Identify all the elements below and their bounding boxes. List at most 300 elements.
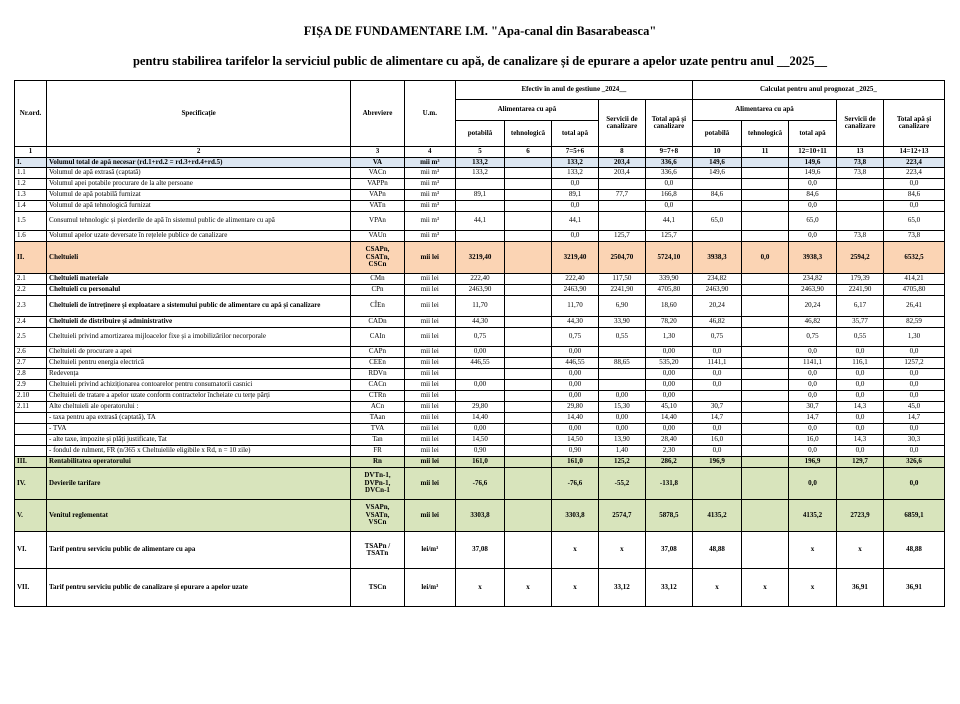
- table-row: [15, 569, 945, 607]
- row-value: 116,1: [837, 358, 884, 369]
- row-number: II.: [15, 242, 47, 274]
- table-row: [15, 231, 945, 242]
- row-value: 35,77: [837, 317, 884, 328]
- table-row: [15, 190, 945, 201]
- row-value: [505, 317, 552, 328]
- row-number: I.: [15, 158, 47, 168]
- row-value: [505, 168, 552, 179]
- header-group-forecast: Calculat pentru anul prognozat _2025_: [692, 81, 944, 100]
- row-number: 2.8: [15, 369, 47, 380]
- row-unit: mii lei: [404, 500, 455, 532]
- row-specification: Volumul de apă tehnologică furnizat: [47, 201, 351, 212]
- tariff-table: [14, 80, 945, 607]
- row-number: 2.10: [15, 391, 47, 402]
- row-value: 36,91: [884, 569, 945, 607]
- row-value: [837, 190, 884, 201]
- row-value: [692, 231, 741, 242]
- row-value: 0,0: [789, 380, 837, 391]
- row-specification: Devierile tarifare: [47, 468, 351, 500]
- row-value: [505, 413, 552, 424]
- row-value: [455, 391, 504, 402]
- row-value: 234,82: [789, 274, 837, 285]
- row-value: [598, 212, 645, 231]
- header-abbreviation: Abreviere: [351, 81, 404, 147]
- row-value: [505, 391, 552, 402]
- row-abbreviation: VACn: [351, 168, 404, 179]
- row-value: [742, 201, 789, 212]
- row-value: [505, 190, 552, 201]
- row-value: [742, 435, 789, 446]
- row-specification: Volumul de apă potabilă furnizat: [47, 190, 351, 201]
- row-specification: - TVA: [47, 424, 351, 435]
- row-number: [15, 435, 47, 446]
- row-value: 125,7: [645, 231, 692, 242]
- row-specification: Volumul apei potabile procurare de la alte persoane: [47, 179, 351, 190]
- row-value: 3938,3: [692, 242, 741, 274]
- row-value: x: [742, 569, 789, 607]
- row-unit: mii m³: [404, 168, 455, 179]
- row-unit: mii lei: [404, 242, 455, 274]
- row-abbreviation: TVA: [351, 424, 404, 435]
- header-unit: U.m.: [404, 81, 455, 147]
- row-value: 2463,90: [455, 285, 504, 296]
- row-value: 0,75: [551, 328, 598, 347]
- row-unit: mii lei: [404, 435, 455, 446]
- row-specification: Tarif pentru serviciu public de alimentare cu apa: [47, 532, 351, 569]
- row-value: 11,70: [455, 296, 504, 317]
- row-value: 37,08: [645, 532, 692, 569]
- row-value: 161,0: [551, 457, 598, 468]
- row-value: 0,0: [692, 424, 741, 435]
- row-value: 0,0: [645, 201, 692, 212]
- row-value: [505, 212, 552, 231]
- table-row: [15, 468, 945, 500]
- row-value: 0,0: [789, 369, 837, 380]
- row-specification: Consumul tehnologic și pierderile de apă în sistemul public de alimentare cu apă: [47, 212, 351, 231]
- row-value: 0,0: [884, 391, 945, 402]
- row-value: 73,8: [837, 158, 884, 168]
- row-value: 133,2: [455, 158, 504, 168]
- row-value: 166,8: [645, 190, 692, 201]
- row-value: 20,24: [789, 296, 837, 317]
- row-value: 44,1: [551, 212, 598, 231]
- table-row: [15, 179, 945, 190]
- row-value: 0,0: [789, 391, 837, 402]
- row-value: 84,6: [884, 190, 945, 201]
- row-value: 0,00: [598, 391, 645, 402]
- row-value: 1,30: [645, 328, 692, 347]
- row-value: 14,40: [645, 413, 692, 424]
- row-unit: lei/m³: [404, 569, 455, 607]
- row-value: [505, 500, 552, 532]
- row-value: 0,00: [598, 413, 645, 424]
- row-abbreviation: ACn: [351, 402, 404, 413]
- row-value: 446,55: [455, 358, 504, 369]
- table-row: [15, 317, 945, 328]
- row-value: [742, 231, 789, 242]
- row-value: 2504,70: [598, 242, 645, 274]
- row-abbreviation: CMn: [351, 274, 404, 285]
- row-value: 0,0: [837, 413, 884, 424]
- row-value: [742, 158, 789, 168]
- header-sewer-actual: Servicii de canalizare: [598, 100, 645, 147]
- row-value: 14,7: [789, 413, 837, 424]
- row-value: 3219,40: [455, 242, 504, 274]
- row-value: 0,0: [692, 347, 741, 358]
- row-value: 0,0: [884, 369, 945, 380]
- row-value: 2463,90: [789, 285, 837, 296]
- row-value: [505, 179, 552, 190]
- row-value: [505, 242, 552, 274]
- row-value: 14,50: [455, 435, 504, 446]
- table-row: [15, 424, 945, 435]
- row-number: 2.6: [15, 347, 47, 358]
- row-value: 1141,1: [692, 358, 741, 369]
- table-row: [15, 168, 945, 179]
- row-value: [455, 231, 504, 242]
- row-value: 326,6: [884, 457, 945, 468]
- document-subtitle: pentru stabilirea tarifelor la serviciul public de alimentare cu apă, de canalizare și de epurare a apelor uzate pentru anul __2025__: [132, 54, 828, 68]
- row-value: [505, 532, 552, 569]
- row-unit: mii lei: [404, 296, 455, 317]
- row-specification: Redevența: [47, 369, 351, 380]
- row-value: 0,0: [789, 424, 837, 435]
- row-value: 125,2: [598, 457, 645, 468]
- row-specification: Cheltuieli de distribuire și administrative: [47, 317, 351, 328]
- row-value: [598, 380, 645, 391]
- row-value: 0,0: [884, 347, 945, 358]
- row-number: 2.7: [15, 358, 47, 369]
- column-index-row: [15, 147, 945, 158]
- row-value: [742, 212, 789, 231]
- row-value: 2241,90: [598, 285, 645, 296]
- row-value: [742, 468, 789, 500]
- row-value: 29,80: [551, 402, 598, 413]
- table-row: [15, 285, 945, 296]
- row-value: x: [551, 569, 598, 607]
- row-value: 84,6: [789, 190, 837, 201]
- row-value: 1257,2: [884, 358, 945, 369]
- row-value: [505, 457, 552, 468]
- row-value: 196,9: [692, 457, 741, 468]
- row-value: 0,90: [551, 446, 598, 457]
- row-value: 44,30: [455, 317, 504, 328]
- table-row: [15, 347, 945, 358]
- row-value: x: [789, 569, 837, 607]
- row-abbreviation: CADn: [351, 317, 404, 328]
- row-value: 0,00: [645, 391, 692, 402]
- row-value: 14,7: [884, 413, 945, 424]
- row-value: -76,6: [551, 468, 598, 500]
- row-value: 0,0: [551, 179, 598, 190]
- header-total-water-forecast: total apă: [789, 121, 837, 147]
- row-number: IV.: [15, 468, 47, 500]
- row-value: 2463,90: [551, 285, 598, 296]
- table-row: [15, 435, 945, 446]
- row-value: 161,0: [455, 457, 504, 468]
- row-abbreviation: VA: [351, 158, 404, 168]
- row-value: 37,08: [455, 532, 504, 569]
- row-number: 2.3: [15, 296, 47, 317]
- row-value: 0,0: [789, 446, 837, 457]
- header-technological-actual: tehnologică: [505, 121, 552, 147]
- row-value: 16,0: [692, 435, 741, 446]
- row-value: x: [789, 532, 837, 569]
- row-value: 14,3: [837, 435, 884, 446]
- row-value: 4135,2: [789, 500, 837, 532]
- row-value: [505, 296, 552, 317]
- row-value: 0,0: [837, 380, 884, 391]
- row-abbreviation: VSAPn, VSATn, VSCn: [351, 500, 404, 532]
- row-value: 0,00: [645, 424, 692, 435]
- table-row: [15, 212, 945, 231]
- row-value: 149,6: [789, 168, 837, 179]
- row-number: 2.5: [15, 328, 47, 347]
- row-value: 1,30: [884, 328, 945, 347]
- row-value: 65,0: [692, 212, 741, 231]
- row-value: 89,1: [455, 190, 504, 201]
- row-specification: - fondul de rulment, FR (n/365 x Cheltuielile eligibile x Rd, n = 10 zile): [47, 446, 351, 457]
- row-unit: mii lei: [404, 369, 455, 380]
- row-abbreviation: VAPPn: [351, 179, 404, 190]
- column-index-cell: 8: [598, 147, 645, 158]
- row-abbreviation: VATn: [351, 201, 404, 212]
- table-row: [15, 274, 945, 285]
- row-specification: - taxa pentru apa extrasă (captată), TA: [47, 413, 351, 424]
- row-specification: Volumul total de apă necesar (rd.1+rd.2 = rd.3+rd.4+rd.5): [47, 158, 351, 168]
- row-unit: mii lei: [404, 391, 455, 402]
- row-number: [15, 424, 47, 435]
- row-specification: Rentabilitatea operatorului: [47, 457, 351, 468]
- row-value: 0,0: [742, 242, 789, 274]
- row-number: V.: [15, 500, 47, 532]
- row-value: 73,8: [837, 168, 884, 179]
- row-value: 13,90: [598, 435, 645, 446]
- header-group-actual: Efectiv în anul de gestiune _2024__: [455, 81, 692, 100]
- row-value: 0,75: [692, 328, 741, 347]
- row-number: VII.: [15, 569, 47, 607]
- row-value: 77,7: [598, 190, 645, 201]
- row-unit: mii lei: [404, 358, 455, 369]
- row-value: [742, 274, 789, 285]
- row-number: 1.5: [15, 212, 47, 231]
- row-specification: Tarif pentru serviciu public de canalizare și epurare a apelor uzate: [47, 569, 351, 607]
- row-value: 0,0: [884, 201, 945, 212]
- row-value: 0,0: [884, 179, 945, 190]
- row-unit: mii lei: [404, 347, 455, 358]
- row-value: 45,10: [645, 402, 692, 413]
- row-value: 0,00: [551, 391, 598, 402]
- row-value: [742, 532, 789, 569]
- row-abbreviation: VAUn: [351, 231, 404, 242]
- row-number: 1.6: [15, 231, 47, 242]
- row-value: 0,75: [455, 328, 504, 347]
- row-value: 0,90: [455, 446, 504, 457]
- row-abbreviation: CPn: [351, 285, 404, 296]
- table-row: [15, 158, 945, 168]
- row-value: 44,1: [645, 212, 692, 231]
- row-value: 0,0: [551, 231, 598, 242]
- row-value: 73,8: [884, 231, 945, 242]
- row-abbreviation: CTRn: [351, 391, 404, 402]
- row-value: [455, 369, 504, 380]
- row-number: 1.3: [15, 190, 47, 201]
- row-abbreviation: TSCn: [351, 569, 404, 607]
- row-value: 0,0: [789, 231, 837, 242]
- row-value: 0,00: [645, 347, 692, 358]
- row-value: 36,91: [837, 569, 884, 607]
- row-value: 3303,8: [551, 500, 598, 532]
- row-value: [598, 347, 645, 358]
- row-value: 14,40: [551, 413, 598, 424]
- row-value: 0,0: [645, 179, 692, 190]
- row-value: 0,00: [551, 424, 598, 435]
- row-number: 1.1: [15, 168, 47, 179]
- row-value: 129,7: [837, 457, 884, 468]
- row-unit: mii lei: [404, 446, 455, 457]
- row-specification: Cheltuieli pentru energia electrică: [47, 358, 351, 369]
- column-index-cell: 10: [692, 147, 741, 158]
- row-value: 0,00: [645, 369, 692, 380]
- row-value: [598, 179, 645, 190]
- row-value: 0,55: [598, 328, 645, 347]
- column-index-cell: 1: [15, 147, 47, 158]
- row-value: 73,8: [837, 231, 884, 242]
- row-number: [15, 413, 47, 424]
- row-number: 2.11: [15, 402, 47, 413]
- row-abbreviation: Tan: [351, 435, 404, 446]
- table-row: [15, 446, 945, 457]
- row-value: 2594,2: [837, 242, 884, 274]
- table-row: [15, 369, 945, 380]
- row-value: 65,0: [789, 212, 837, 231]
- row-abbreviation: CAIn: [351, 328, 404, 347]
- table-row: [15, 402, 945, 413]
- row-value: 0,00: [455, 424, 504, 435]
- row-unit: mii lei: [404, 424, 455, 435]
- row-value: x: [551, 532, 598, 569]
- row-value: 0,0: [789, 468, 837, 500]
- row-value: -76,6: [455, 468, 504, 500]
- row-value: 5878,5: [645, 500, 692, 532]
- row-value: [505, 347, 552, 358]
- column-index-cell: 11: [742, 147, 789, 158]
- table-row: [15, 500, 945, 532]
- row-specification: Cheltuieli materiale: [47, 274, 351, 285]
- row-value: [742, 413, 789, 424]
- row-value: 46,82: [692, 317, 741, 328]
- header-total-water-actual: total apă: [551, 121, 598, 147]
- row-number: 2.9: [15, 380, 47, 391]
- row-unit: mii lei: [404, 457, 455, 468]
- row-value: 18,60: [645, 296, 692, 317]
- row-value: 0,0: [692, 446, 741, 457]
- header-water-supply-forecast: Alimentarea cu apă: [692, 100, 836, 121]
- row-value: 3938,3: [789, 242, 837, 274]
- row-unit: mii lei: [404, 380, 455, 391]
- row-unit: mii m³: [404, 190, 455, 201]
- header-row-1: [15, 81, 945, 100]
- row-value: 2723,9: [837, 500, 884, 532]
- row-specification: Cheltuieli cu personalul: [47, 285, 351, 296]
- row-abbreviation: VPAn: [351, 212, 404, 231]
- row-value: 6859,1: [884, 500, 945, 532]
- row-value: [692, 468, 741, 500]
- column-index-cell: 9=7+8: [645, 147, 692, 158]
- row-value: 0,0: [884, 424, 945, 435]
- row-value: 65,0: [884, 212, 945, 231]
- row-value: [742, 317, 789, 328]
- header-specification: Specificație: [47, 81, 351, 147]
- row-value: 0,0: [837, 391, 884, 402]
- row-value: 0,0: [837, 369, 884, 380]
- row-value: 286,2: [645, 457, 692, 468]
- row-value: 0,00: [598, 424, 645, 435]
- row-value: 6532,5: [884, 242, 945, 274]
- row-value: 14,3: [837, 402, 884, 413]
- row-value: 0,0: [789, 347, 837, 358]
- table-row: [15, 457, 945, 468]
- row-specification: Cheltuieli: [47, 242, 351, 274]
- table-row: [15, 391, 945, 402]
- row-specification: Cheltuieli privind amortizarea mijloacelor fixe și a imobilizărilor necorporale: [47, 328, 351, 347]
- row-value: 133,2: [455, 168, 504, 179]
- row-value: 28,40: [645, 435, 692, 446]
- row-value: [505, 201, 552, 212]
- row-value: 33,12: [645, 569, 692, 607]
- row-value: 14,50: [551, 435, 598, 446]
- row-value: -55,2: [598, 468, 645, 500]
- row-value: [505, 231, 552, 242]
- row-value: 0,0: [884, 446, 945, 457]
- document-title: FIȘA DE FUNDAMENTARE I.M. "Apa-canal din Basarabeasca": [303, 24, 657, 38]
- row-value: 446,55: [551, 358, 598, 369]
- row-value: [837, 179, 884, 190]
- row-number: III.: [15, 457, 47, 468]
- row-unit: mii lei: [404, 402, 455, 413]
- row-value: 0,0: [884, 468, 945, 500]
- row-value: 84,6: [692, 190, 741, 201]
- row-unit: mii m³: [404, 231, 455, 242]
- row-value: 0,0: [884, 380, 945, 391]
- row-value: 117,50: [598, 274, 645, 285]
- row-unit: mii lei: [404, 285, 455, 296]
- row-value: 1,40: [598, 446, 645, 457]
- row-value: [692, 391, 741, 402]
- row-value: [455, 201, 504, 212]
- row-value: 0,0: [837, 347, 884, 358]
- row-unit: mii m³: [404, 201, 455, 212]
- row-value: 46,82: [789, 317, 837, 328]
- header-potable-forecast: potabilă: [692, 121, 741, 147]
- table-row: [15, 201, 945, 212]
- row-value: 2463,90: [692, 285, 741, 296]
- row-value: [742, 500, 789, 532]
- row-value: [742, 168, 789, 179]
- header-nr: Nr.ord.: [15, 81, 47, 147]
- row-value: 414,21: [884, 274, 945, 285]
- row-value: 336,6: [645, 158, 692, 168]
- row-value: x: [455, 569, 504, 607]
- column-index-cell: 13: [837, 147, 884, 158]
- row-value: 30,3: [884, 435, 945, 446]
- row-value: 149,6: [692, 168, 741, 179]
- row-value: 149,6: [789, 158, 837, 168]
- row-value: 0,0: [837, 424, 884, 435]
- row-value: 82,59: [884, 317, 945, 328]
- row-value: 0,0: [551, 201, 598, 212]
- row-value: x: [692, 569, 741, 607]
